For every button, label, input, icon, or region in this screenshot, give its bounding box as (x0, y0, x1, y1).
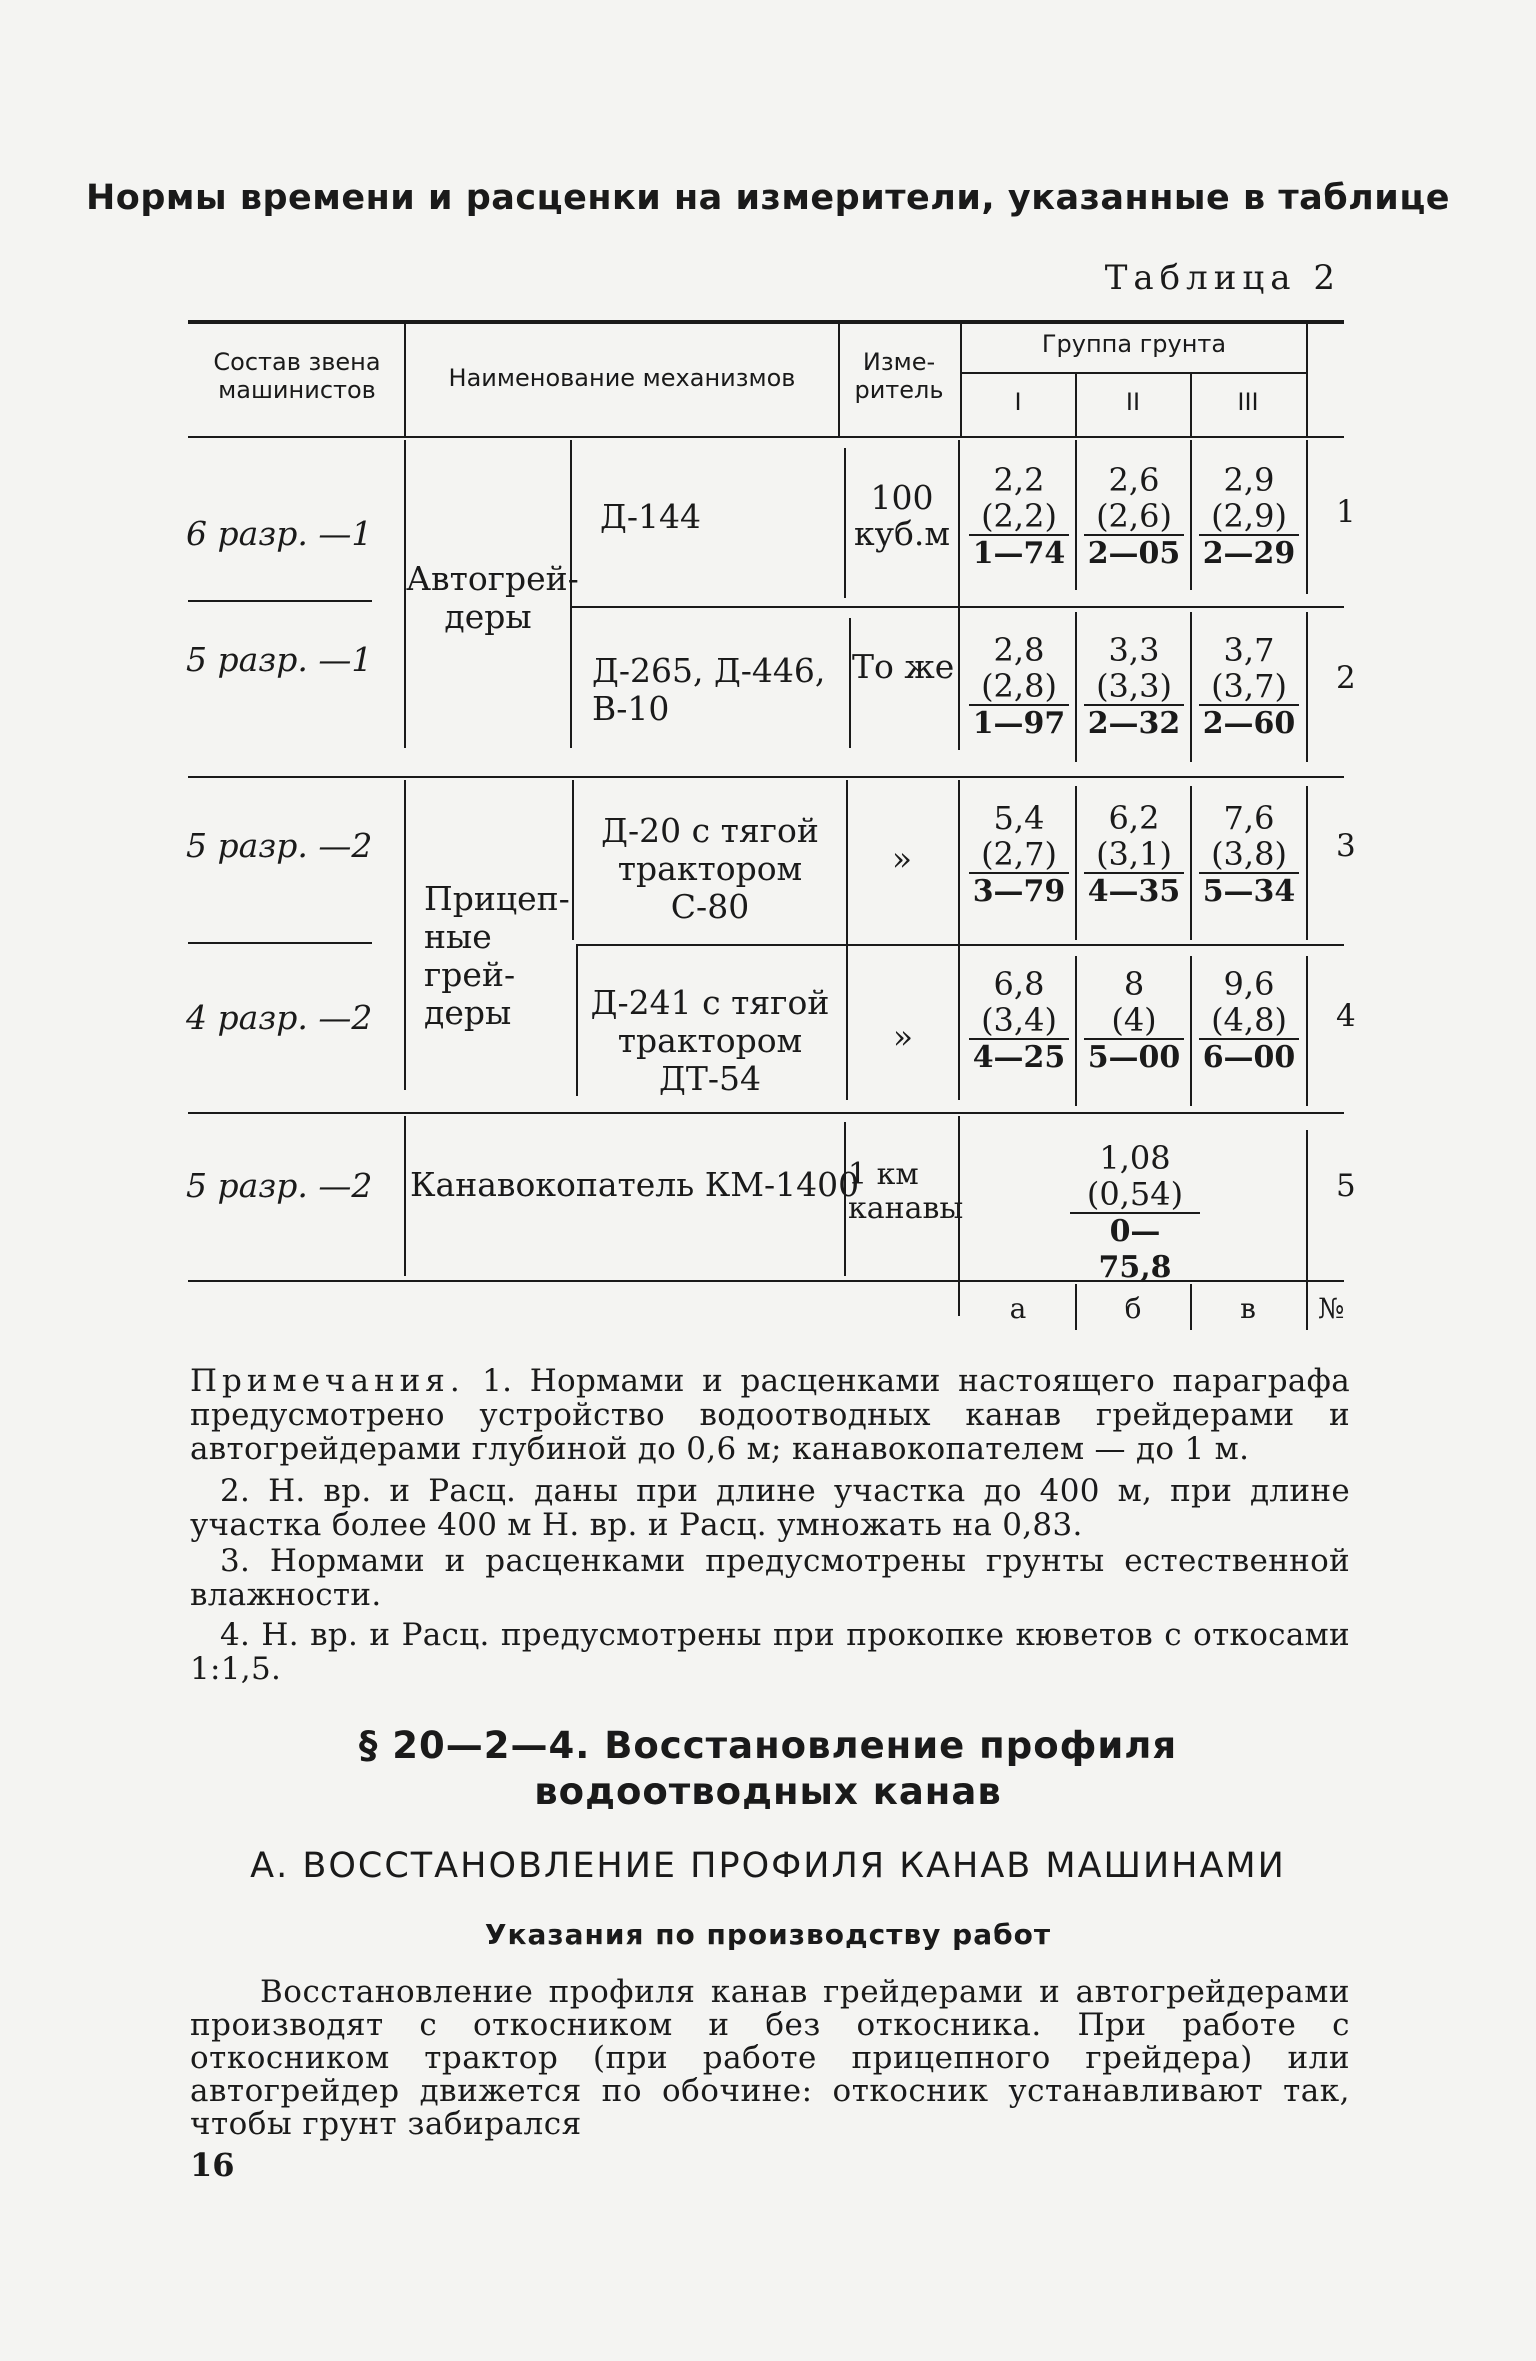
row4-g3: 9,6 (4,8) 6—00 (1193, 966, 1305, 1076)
note-4: 4. Н. вр. и Расц. предусмотрены при прокопке кюветов с откосами 1:1,5. (190, 1617, 1350, 1687)
header-soil-group: Группа грунта (1041, 330, 1227, 358)
row2-number: 2 (1336, 660, 1356, 696)
note-2: 2. Н. вр. и Расц. даны при длине участка до 400 м, при длине участка более 400 м Н. вр. и Расц. умножать на 0,83. (190, 1473, 1350, 1543)
row5-machine: Канавокопатель КМ-1400 (410, 1165, 860, 1204)
row1-unit: 100 куб.м (853, 478, 951, 553)
header-group-1: I (1014, 388, 1022, 416)
row2-rank: 5 разр. —1 (186, 640, 373, 679)
row3-machine: Д-20 с тягой трактором С-80 (601, 811, 819, 926)
header-group-3: III (1237, 388, 1259, 416)
footer-number: № (1318, 1292, 1345, 1325)
row1-g1: 2,2 (2,2) 1—74 (963, 462, 1075, 572)
row4-number: 4 (1336, 998, 1356, 1034)
row1-rank: 6 разр. —1 (186, 514, 373, 553)
row1-machine: Д-144 (600, 497, 701, 536)
row4-rank: 4 разр. —2 (186, 998, 373, 1037)
row4-unit: » (892, 1017, 914, 1056)
row5-unit: 1 км канавы (848, 1157, 964, 1226)
row4-machine: Д-241 с тягой трактором ДТ-54 (590, 983, 830, 1098)
row3-unit: » (891, 839, 913, 878)
section-subtitle: А. ВОССТАНОВЛЕНИЕ ПРОФИЛЯ КАНАВ МАШИНАМИ (250, 1846, 1286, 1886)
row5-number: 5 (1336, 1168, 1356, 1204)
row1-g3: 2,9 (2,9) 2—29 (1193, 462, 1305, 572)
row5-rank: 5 разр. —2 (186, 1166, 373, 1205)
section-title-line2: водоотводных канав (534, 1770, 1002, 1813)
body-paragraph: Восстановление профиля канав грейдерами и автогрейдерами производят с откосником и без откосника. При работе с откосником трактор (при работе прицепного грейдера) или автогрейдер движется по обочине: откосник устанавливают так, чтобы грунт забирался (190, 1974, 1350, 2142)
row3-g2: 6,2 (3,1) 4—35 (1078, 800, 1190, 910)
row4-g2: 8 (4) 5—00 (1078, 966, 1190, 1076)
row3-number: 3 (1336, 828, 1356, 864)
footer-a: а (1009, 1292, 1027, 1325)
row5-combined: 1,08 (0,54) 0—75,8 (1070, 1140, 1200, 1286)
header-unit: Изме-ритель (854, 348, 944, 404)
row2-machine: Д-265, Д-446, В-10 (592, 651, 826, 728)
row4-g1: 6,8 (3,4) 4—25 (963, 966, 1075, 1076)
group-trailed-graders: Прицеп-ные грей-деры (424, 879, 570, 1032)
row3-g3: 7,6 (3,8) 5—34 (1193, 800, 1305, 910)
row2-g2: 3,3 (3,3) 2—32 (1078, 632, 1190, 742)
section-title-line1: § 20—2—4. Восстановление профиля (358, 1724, 1178, 1767)
note-3: 3. Нормами и расценками предусмотрены грунты естественной влажности. (190, 1543, 1350, 1613)
row3-g1: 5,4 (2,7) 3—79 (963, 800, 1075, 910)
row2-unit: То же (852, 647, 955, 686)
group-autograders: Автогрей-деры (406, 559, 579, 636)
footer-c: в (1240, 1292, 1256, 1325)
footer-b: б (1124, 1292, 1142, 1325)
note-1: Примечания. 1. Нормами и расценками настоящего параграфа предусмотрено устройство водоотводных канав грейдерами и автогрейдерами глубиной до 0,6 м; канавокопателем — до 1 м. (190, 1363, 1350, 1467)
row2-g1: 2,8 (2,8) 1—97 (963, 632, 1075, 742)
page-number: 16 (190, 2146, 235, 2184)
row1-g2: 2,6 (2,6) 2—05 (1078, 462, 1190, 572)
page-title: Нормы времени и расценки на измерители, указанные в таблице (86, 178, 1450, 218)
row3-rank: 5 разр. —2 (186, 826, 373, 865)
header-group-2: II (1125, 388, 1141, 416)
header-crew: Состав звена машинистов (213, 348, 381, 404)
table-label: Таблица 2 (1104, 258, 1341, 298)
header-machine: Наименование механизмов (448, 364, 796, 392)
instructions-title: Указания по производству работ (484, 1918, 1052, 1951)
row1-number: 1 (1336, 494, 1356, 530)
row2-g3: 3,7 (3,7) 2—60 (1193, 632, 1305, 742)
